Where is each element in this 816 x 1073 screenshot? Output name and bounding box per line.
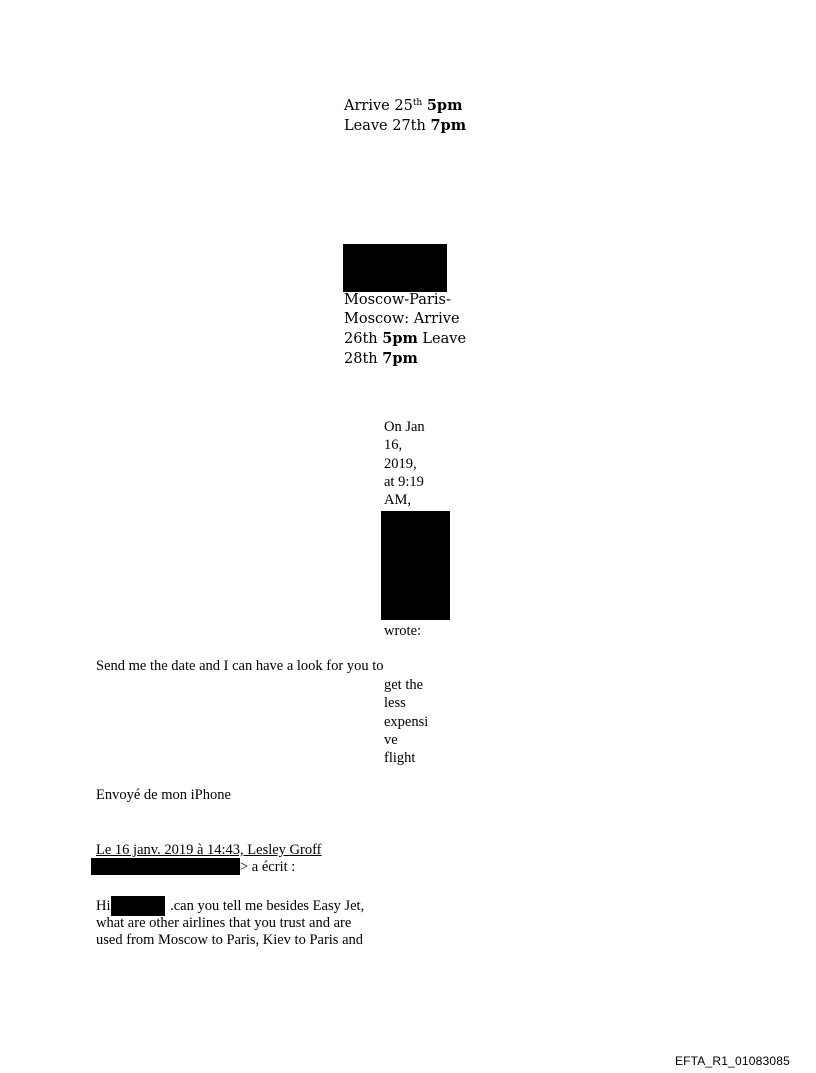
route-line-4 [344,349,464,369]
message-1-first-line: Send me the date and I can have a look for you to [96,658,384,674]
arrive-prefix: Arrive 25 [344,98,413,114]
message-1-line: flight [384,750,416,767]
redaction-box-1 [343,244,447,292]
reply-header-line: 2019, [384,455,417,472]
document-id: EFTA_R1_01083085 [674,1054,790,1068]
leave-prefix: Leave 27th [344,118,426,134]
route-line-3 [344,329,467,349]
arrive-time: 5pm [426,97,463,114]
message-2-greeting: Hi [96,898,111,914]
route-line-1: Moscow-Paris- [344,292,451,308]
arrive-line [344,96,466,116]
route-line-2: Moscow: Arrive [344,311,460,327]
message-1-wrapped [384,676,428,767]
message-2-line-2: what are other airlines that you trust and are [96,915,352,931]
route-time-1: 5pm [382,330,418,347]
redaction-box-2 [381,511,450,620]
reply-header [384,418,425,509]
redaction-box-4 [111,896,165,916]
schedule-block-1 [344,96,466,136]
route-leave: Leave [422,331,467,347]
route-time-2: 7pm [382,350,418,367]
leave-time: 7pm [430,117,467,134]
message-1-line: ve [384,731,398,748]
leave-line [344,116,466,136]
message-1-line: expensi [384,713,429,730]
message-2-line-1-rest: .can you tell me besides Easy Jet, [166,898,365,914]
reply-header-line: at 9:19 [384,473,424,490]
reply-header-line: On Jan [384,419,425,435]
message-2-line-3: used from Moscow to Paris, Kiev to Paris and [96,932,364,948]
reply-header-line: 16, [384,437,403,454]
redaction-box-3 [91,858,240,875]
arrive-sup: th [412,98,423,108]
reply-header-line: AM, [384,492,411,509]
quote-header-line-2: > a écrit : [240,859,296,875]
schedule-block-2 [344,291,467,369]
quote-header-line-1: Le 16 janv. 2019 à 14:43, Lesley Groff [96,842,322,858]
route-day-1: 26th [344,331,378,347]
route-day-2: 28th [344,351,378,367]
signature: Envoyé de mon iPhone [96,787,231,803]
message-1-line: less [384,695,406,712]
message-1-line: get the [384,677,424,693]
wrote-label: wrote: [384,623,422,639]
